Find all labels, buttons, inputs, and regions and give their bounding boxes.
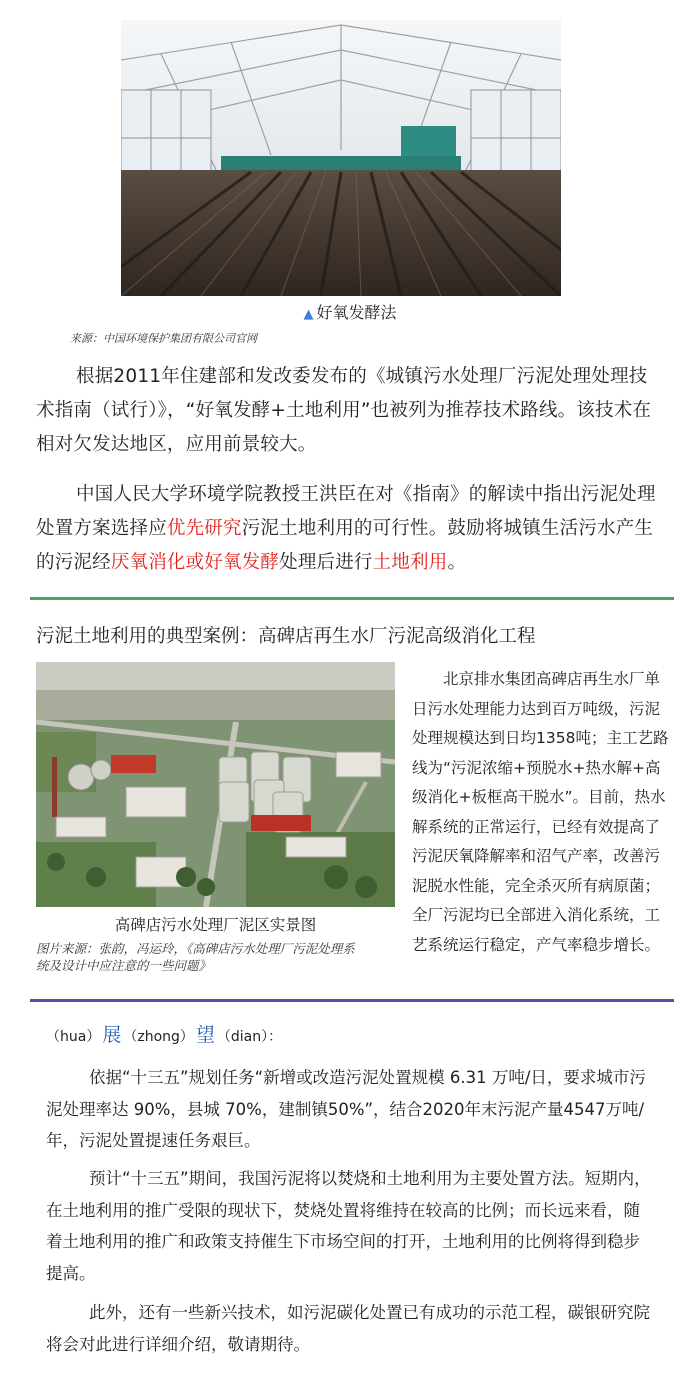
aerobic-fermentation-photo [121, 20, 561, 296]
highlight-digestion-methods: 厌氧消化或好氧发酵 [110, 552, 280, 573]
plant-photo-source: 图片来源：张韵，冯运玲，《高碑店污水处理厂污泥处理系统及设计中应注意的一些问题》 [36, 941, 355, 973]
photo1-caption [0, 300, 700, 323]
outlook-title: （hua） 展 （zhong） 望 （dian）： [46, 1024, 283, 1046]
photo1-source: 来源：中国环境保护集团有限公司官网 [70, 332, 257, 345]
intro-paragraph-2: 中国人民大学环境学院教授王洪臣在对《指南》的解读中指出污泥处理处置方案选择应优先研究污泥土地利用的可行性。鼓励将城镇生活污水产生的污泥经厌氧消化或好氧发酵处理后进行土地利用。 [36, 484, 656, 573]
gaobeidian-plant-aerial-photo [36, 662, 395, 907]
section-divider-purple [30, 999, 674, 1002]
highlight-land-use: 土地利用 [372, 552, 448, 573]
intro-paragraph-1: 根据2011年住建部和发改委发布的《城镇污水处理厂污泥处理处理技术指南（试行）》，“好氧发酵+土地利用”也被列为推荐技术路线。该技术在相对欠发达地区，应用前景较大。 [36, 366, 652, 455]
case-description: 北京排水集团高碑店再生水厂单日污水处理能力达到百万吨级，污泥处理规模达到日均1358吨；主工艺路线为“污泥浓缩+预脱水+热水解+高级消化+板框高干脱水”。目前，热水解系统的正常运行，已经有效提高了污泥厌氧降解率和沼气产率，改善污泥脱水性能，完全杀灭所有病原菌；全厂污泥均已全部进入消化系统，工艺系统运行稳定，产气率稳步增长。 [412, 670, 669, 954]
triangle-up-icon: ▲ [303, 307, 314, 322]
highlight-priority-research: 优先研究 [166, 518, 242, 539]
photo1-caption-text: 好氧发酵法 [316, 303, 397, 322]
section-divider-green [30, 597, 674, 600]
outlook-paragraph-3: 此外，还有一些新兴技术，如污泥碳化处置已有成功的示范工程，碳银研究院将会对此进行详细介绍，敬请期待。 [46, 1303, 650, 1354]
plant-photo-caption: 高碑店污水处理厂泥区实景图 [114, 916, 317, 934]
outlook-paragraph-1: 依据“十三五”规划任务“新增或改造污泥处置规模 6.31 万吨/日，要求城市污泥处理率达 90%，县城 70%，建制镇50%”，结合2020年末污泥产量4547万吨/年，污泥处置提速任务艰巨。 [46, 1068, 646, 1150]
outlook-paragraph-2: 预计“十三五”期间，我国污泥将以焚烧和土地利用为主要处置方法。短期内，在土地利用的推广受限的现状下，焚烧处置将维持在较高的比例；而长远来看，随着土地利用的推广和政策支持催生下市场空间的打开，土地利用的比例将得到稳步提高。 [46, 1169, 651, 1283]
case-section-title: 污泥土地利用的典型案例：高碑店再生水厂污泥高级消化工程 [36, 626, 536, 647]
